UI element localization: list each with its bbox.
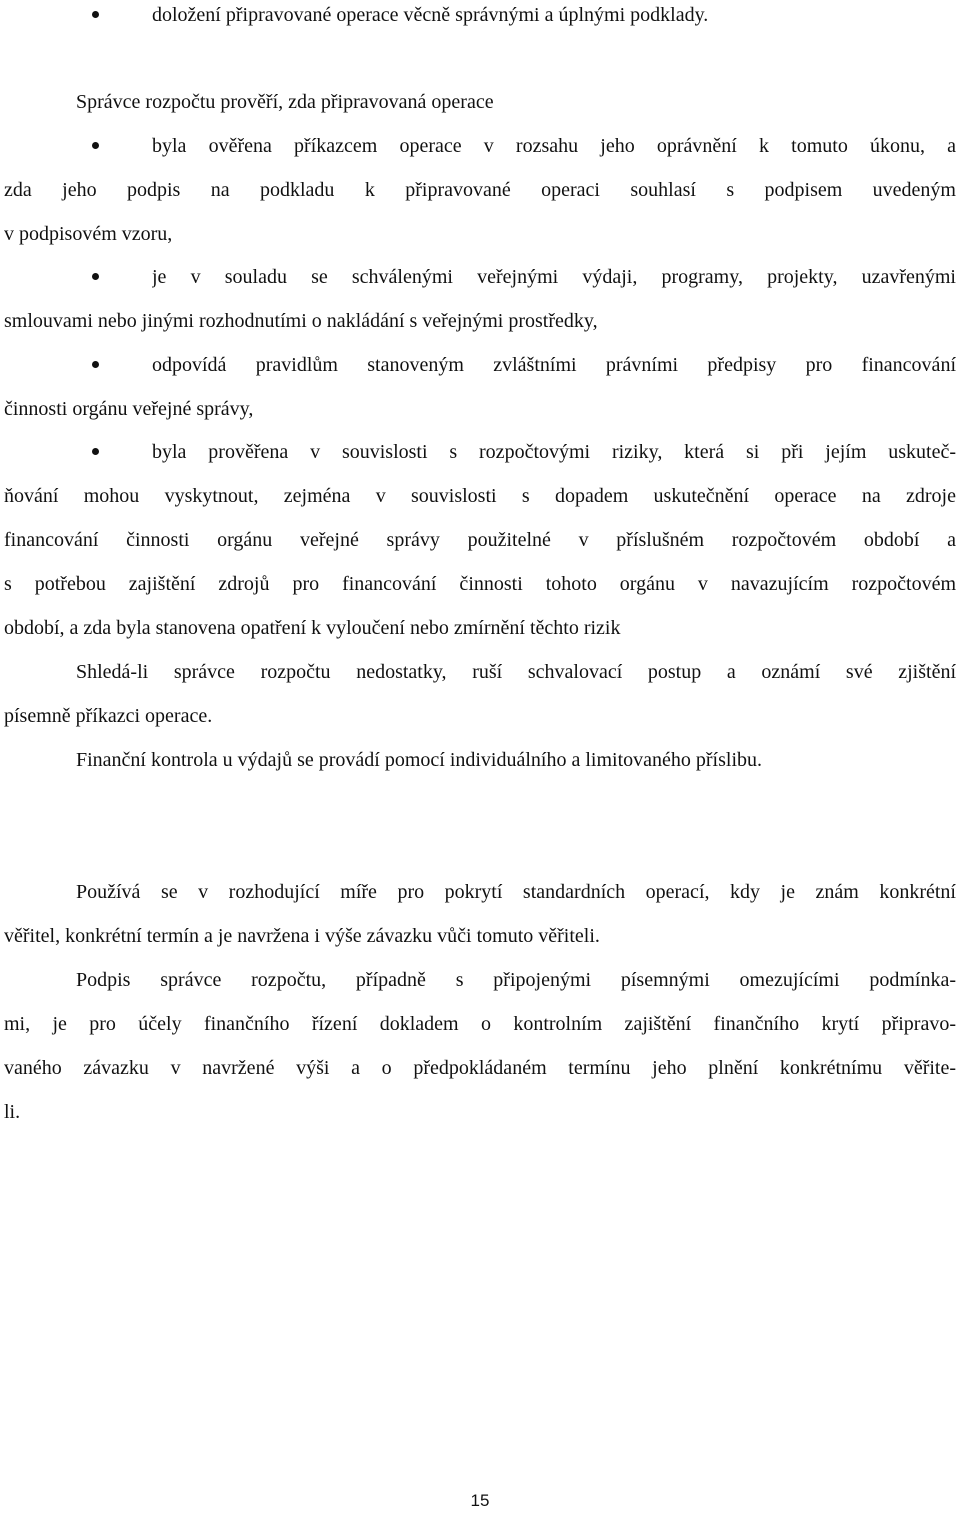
paragraph-line: li.: [4, 1101, 21, 1123]
paragraph-line: období, a zda byla stanovena opatření k vyloučení nebo zmírnění těchto rizik: [4, 617, 621, 639]
paragraph-line: financování činnosti orgánu veřejné správy použitelné v příslušném rozpočtovém období a: [4, 529, 956, 551]
bullet-icon: [92, 273, 99, 280]
paragraph-line: věřitel, konkrétní termín a je navržena i výše závazku vůči tomuto věřiteli.: [4, 925, 600, 947]
bullet-text: byla ověřena příkazcem operace v rozsahu jeho oprávnění k tomuto úkonu, a: [152, 135, 956, 157]
paragraph-line: zda jeho podpis na podkladu k připravované operaci souhlasí s podpisem uvedeným: [4, 179, 956, 201]
paragraph-line: Správce rozpočtu prověří, zda připravovaná operace: [76, 91, 494, 113]
bullet-icon: [92, 11, 99, 18]
paragraph-line: Finanční kontrola u výdajů se provádí pomocí individuálního a limitovaného příslibu.: [76, 749, 763, 771]
bullet-icon: [92, 448, 99, 455]
paragraph-line: v podpisovém vzoru,: [4, 223, 173, 245]
bullet-text: odpovídá pravidlům stanoveným zvláštními právními předpisy pro financování: [152, 354, 956, 376]
paragraph-line: vaného závazku v navržené výši a o předpokládaném termínu jeho plnění konkrétnímu věřite-: [4, 1057, 956, 1079]
paragraph-line: písemně příkazci operace.: [4, 705, 213, 727]
paragraph-line: mi, je pro účely finančního řízení dokladem o kontrolním zajištění finančního krytí připravo-: [4, 1013, 956, 1035]
bullet-text: doložení připravované operace věcně správnými a úplnými podklady.: [152, 4, 709, 26]
page-number: 15: [470, 1491, 490, 1510]
paragraph-line: Používá se v rozhodující míře pro pokrytí standardních operací, kdy je znám konkrétní: [76, 881, 956, 903]
bullet-text: je v souladu se schválenými veřejnými výdaji, programy, projekty, uzavřenými: [152, 266, 956, 288]
paragraph-line: ňování mohou vyskytnout, zejména v souvislosti s dopadem uskutečnění operace na zdroje: [4, 485, 956, 507]
bullet-icon: [92, 142, 99, 149]
paragraph-line: s potřebou zajištění zdrojů pro financování činnosti tohoto orgánu v navazujícím rozpočtovém: [4, 573, 956, 595]
bullet-icon: [92, 361, 99, 368]
paragraph-line: smlouvami nebo jinými rozhodnutími o nakládání s veřejnými prostředky,: [4, 310, 598, 332]
bullet-text: byla prověřena v souvislosti s rozpočtovými riziky, která si při jejím uskuteč-: [152, 441, 956, 463]
section-heading: [76, 835, 956, 861]
paragraph-line: činnosti orgánu veřejné správy,: [4, 398, 254, 420]
paragraph-line: Shledá-li správce rozpočtu nedostatky, ruší schvalovací postup a oznámí své zjištění: [76, 661, 956, 683]
paragraph-line: Podpis správce rozpočtu, případně s připojenými písemnými omezujícími podmínka-: [76, 969, 956, 991]
